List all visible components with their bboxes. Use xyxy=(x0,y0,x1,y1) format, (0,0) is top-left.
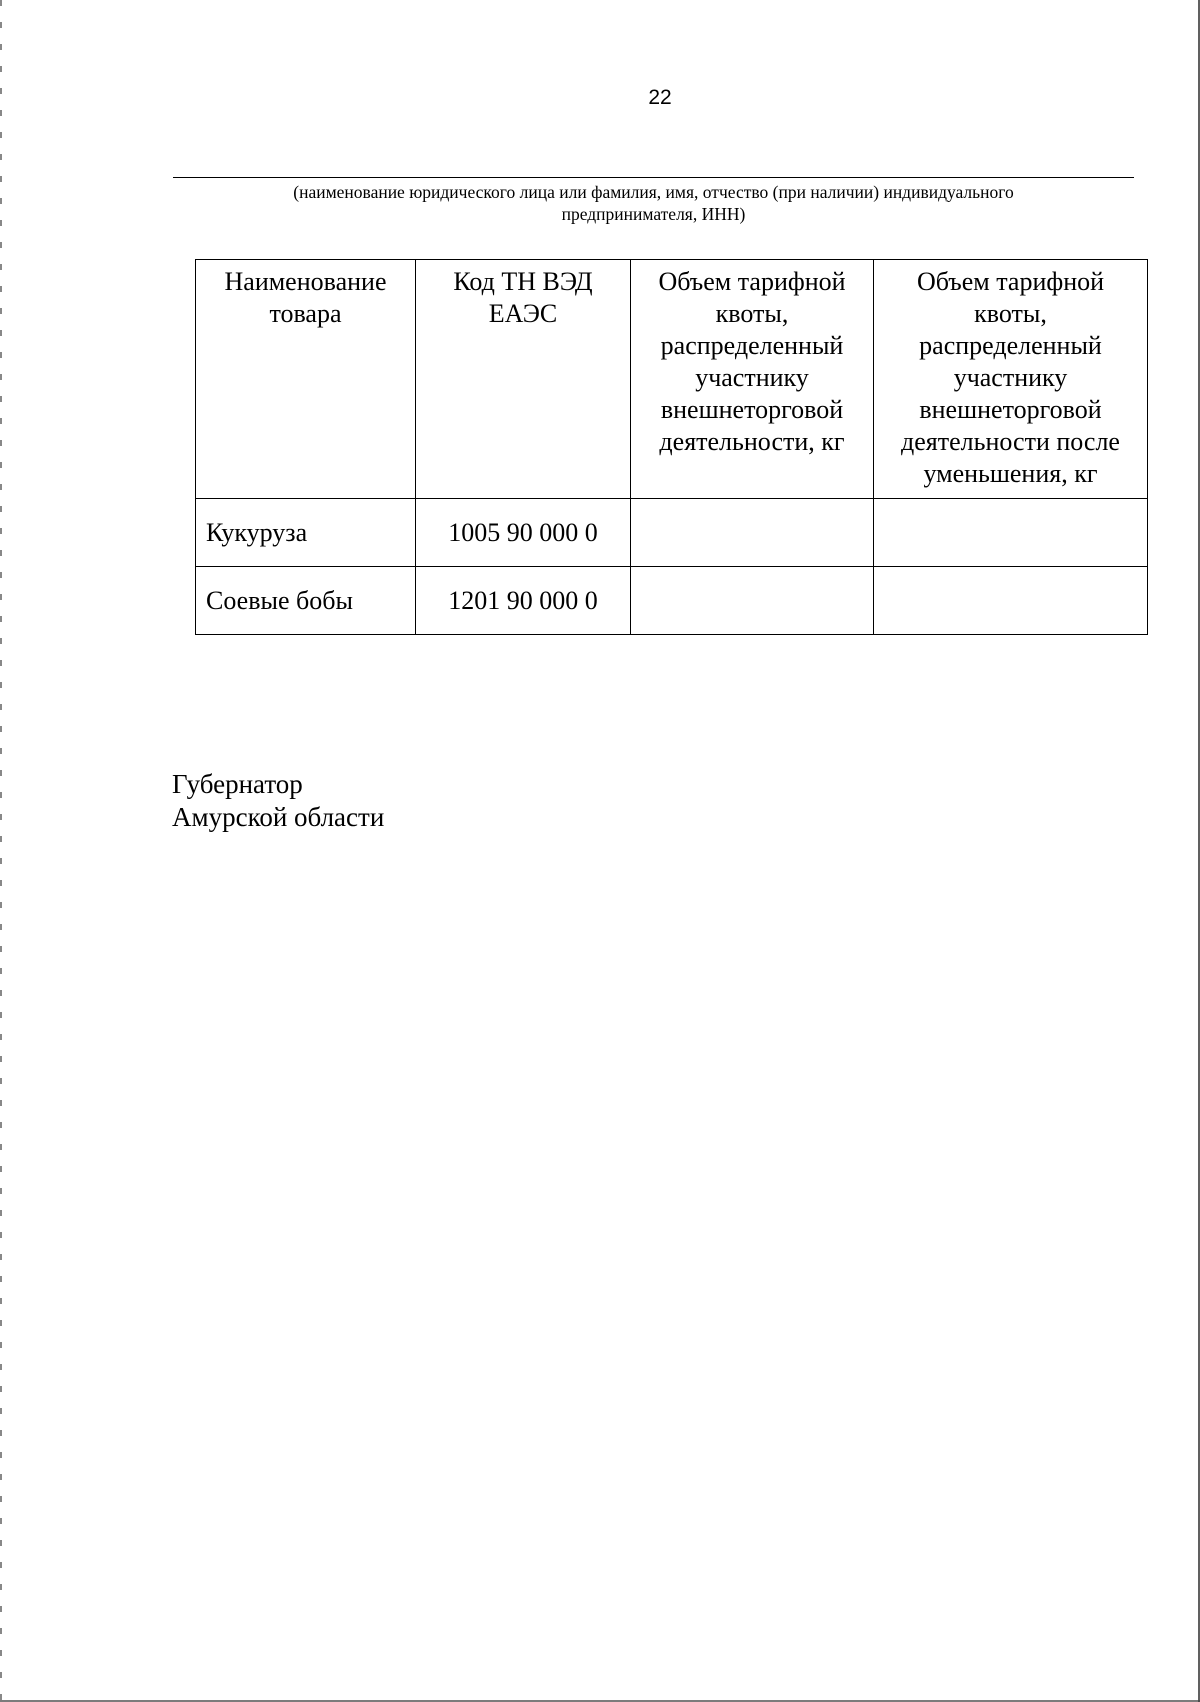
cell-quota-volume-reduced[interactable] xyxy=(874,567,1148,635)
signature-block xyxy=(172,768,384,834)
cell-tn-ved-code: 1005 90 000 0 xyxy=(416,499,631,567)
entity-caption-line-2: предпринимателя, ИНН) xyxy=(561,204,746,224)
entity-name-line xyxy=(173,177,1134,178)
cell-quota-volume[interactable] xyxy=(631,499,874,567)
table-header-row xyxy=(196,260,1148,499)
quota-table xyxy=(195,259,1148,635)
header-quota-volume-reduced: Объем тарифной квоты, распределенный участнику внешнеторговой деятельности после уменьшения, кг xyxy=(874,260,1148,499)
cell-quota-volume[interactable] xyxy=(631,567,874,635)
signature-title-line-1: Губернатор xyxy=(172,769,303,799)
cell-product-name: Кукуруза xyxy=(196,499,416,567)
table-row xyxy=(196,499,1148,567)
cell-product-name: Соевые бобы xyxy=(196,567,416,635)
cell-tn-ved-code: 1201 90 000 0 xyxy=(416,567,631,635)
cell-quota-volume-reduced[interactable] xyxy=(874,499,1148,567)
entity-caption xyxy=(173,181,1134,225)
header-product-name: Наименование товара xyxy=(196,260,416,499)
table-row xyxy=(196,567,1148,635)
entity-caption-line-1: (наименование юридического лица или фамилия, имя, отчество (при наличии) индивидуального xyxy=(293,182,1014,202)
header-tn-ved-code: Код ТН ВЭД ЕАЭС xyxy=(416,260,631,499)
scan-edge-left xyxy=(0,0,2,1702)
signature-title-line-2: Амурской области xyxy=(172,802,385,832)
page-number: 22 xyxy=(648,86,672,109)
header-quota-volume: Объем тарифной квоты, распределенный участнику внешнеторговой деятельности, кг xyxy=(631,260,874,499)
